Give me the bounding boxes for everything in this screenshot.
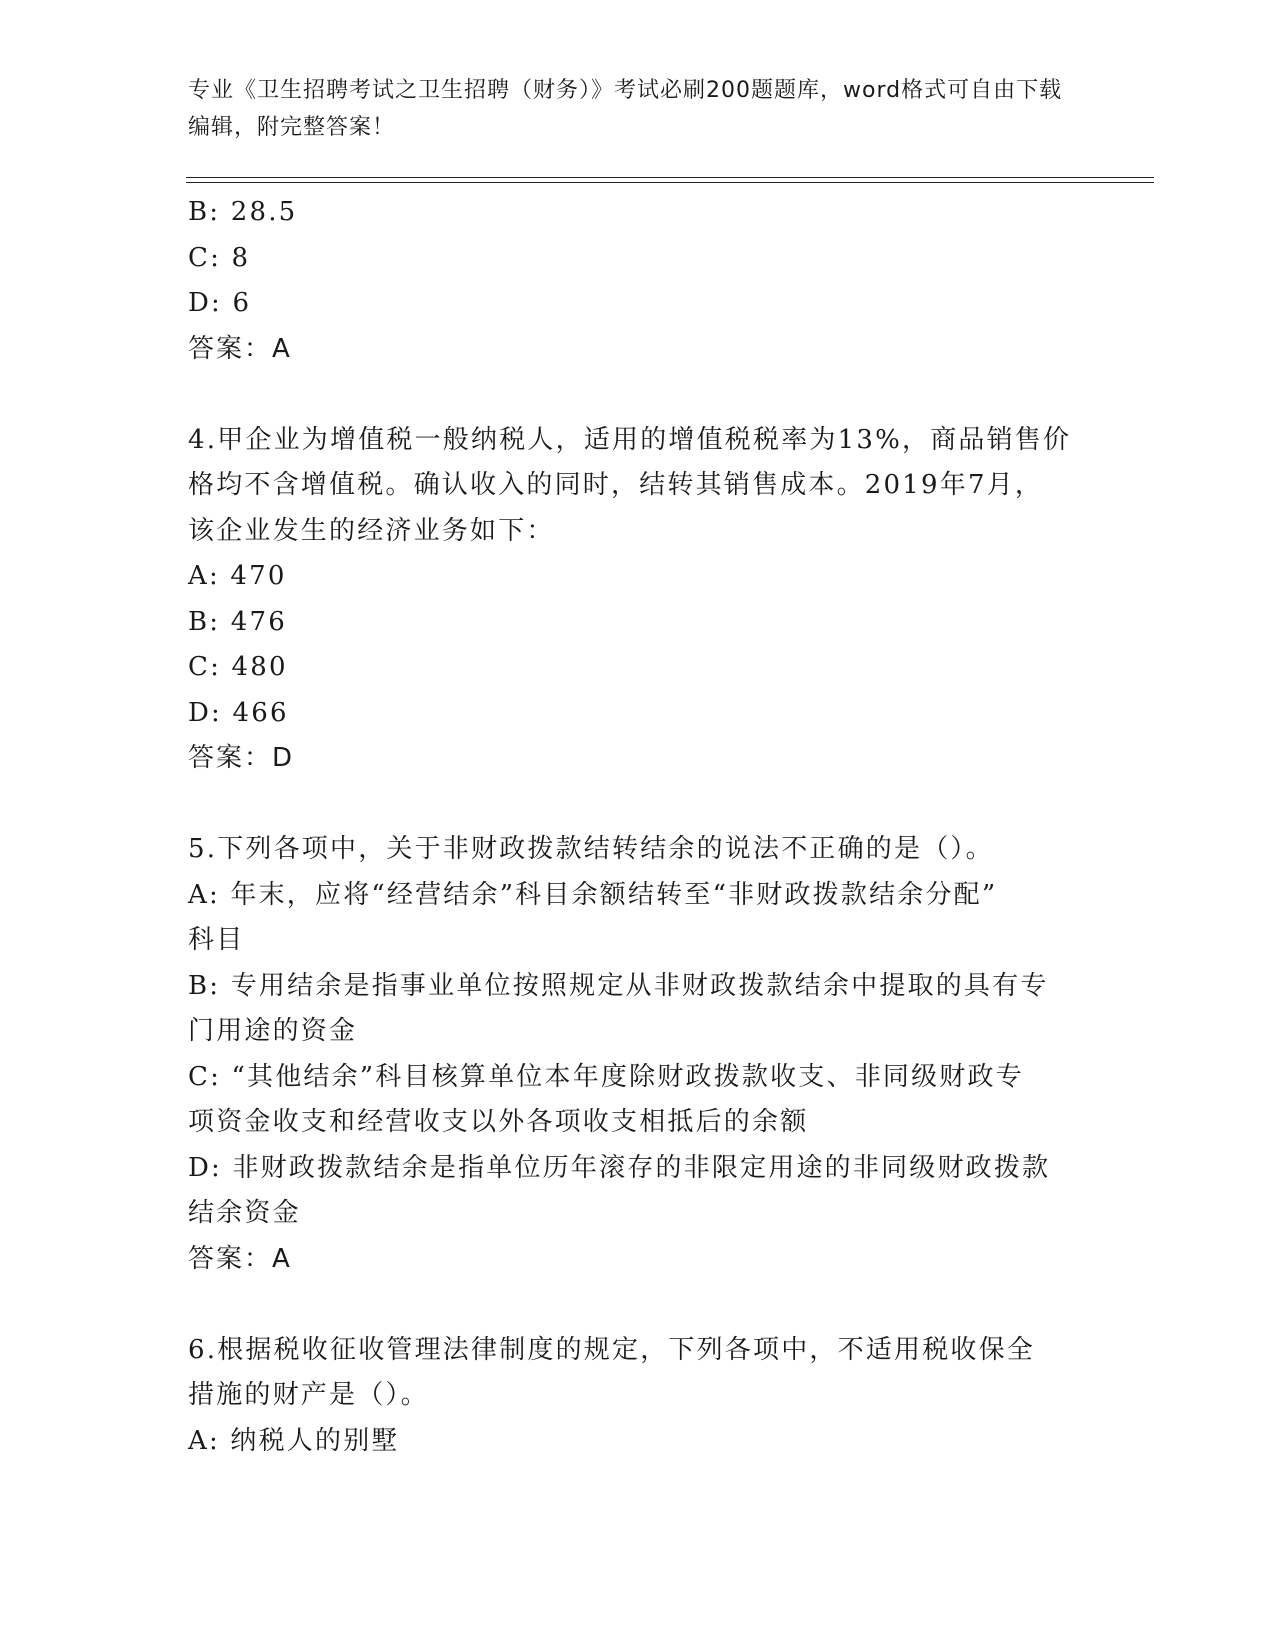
q5-option-d: D: 非财政拨款结余是指单位历年滚存的非限定用途的非同级财政拨款	[188, 1152, 1051, 1183]
q5-option-c: C: “其他结余”科目核算单位本年度除财政拨款收支、非同级财政专	[188, 1061, 1024, 1092]
q4-stem-line: 4.甲企业为增值税一般纳税人，适用的增值税税率为13%，商品销售价	[188, 424, 1072, 455]
spacer	[188, 372, 1088, 418]
q5-option-a: A: 年末，应将“经营结余”科目余额结转至“非财政拨款结余分配”	[188, 879, 998, 910]
q4-option-c: C: 480	[188, 652, 288, 682]
q3-option-d: D: 6	[188, 288, 252, 318]
q4-stem-line: 格均不含增值税。确认收入的同时，结转其销售成本。2019年7月，	[188, 470, 1044, 500]
q4-stem-line: 该企业发生的经济业务如下：	[188, 515, 555, 546]
q4-option-b: B: 476	[188, 606, 287, 637]
q5-option-a-cont: 科目	[188, 925, 245, 955]
q4-answer: 答案：D	[188, 743, 295, 773]
q4-option-d: D: 466	[188, 697, 289, 728]
q5-option-b: B: 专用结余是指事业单位按照规定从非财政拨款结余中提取的具有专	[188, 970, 1049, 1001]
header-rule-bottom	[186, 182, 1154, 183]
q3-option-b: B: 28.5	[188, 197, 298, 227]
question-content	[188, 190, 1088, 1464]
q5-stem: 5.下列各项中，关于非财政拨款结转结余的说法不正确的是（）。	[188, 834, 994, 864]
header-rule-top	[186, 177, 1154, 178]
question-4	[188, 418, 1088, 782]
question-3	[188, 190, 1088, 372]
q6-stem-line: 6.根据税收征收管理法律制度的规定，下列各项中，不适用税收保全	[188, 1334, 1036, 1365]
q6-stem-line: 措施的财产是（）。	[188, 1380, 429, 1410]
question-6	[188, 1328, 1088, 1465]
q5-option-c-cont: 项资金收支和经营收支以外各项收支相抵后的余额	[188, 1107, 809, 1137]
document-header: 专业《卫生招聘考试之卫生招聘（财务）》考试必刷200题题库，word格式可自由下载编辑，附完整答案！	[188, 78, 1063, 140]
spacer	[188, 782, 1088, 828]
q5-answer: 答案：A	[188, 1243, 292, 1274]
spacer	[188, 1282, 1088, 1328]
q6-option-a: A: 纳税人的别墅	[188, 1425, 400, 1456]
question-5	[188, 827, 1088, 1282]
q5-option-b-cont: 门用途的资金	[188, 1016, 358, 1046]
q5-option-d-cont: 结余资金	[188, 1198, 301, 1228]
q3-option-c: C: 8	[188, 242, 251, 273]
q3-answer: 答案：A	[188, 333, 292, 364]
q4-option-a: A: 470	[188, 561, 287, 591]
